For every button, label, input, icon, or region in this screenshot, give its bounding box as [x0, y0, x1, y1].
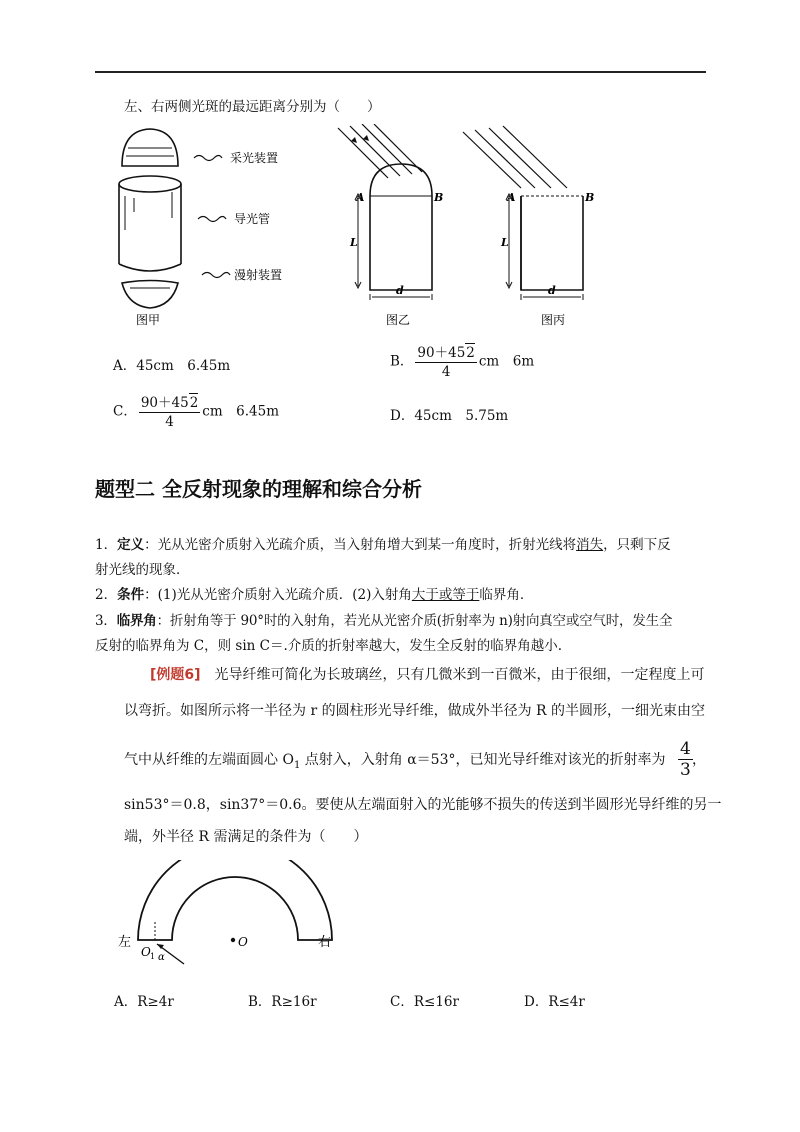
figure-fiber: [110, 860, 340, 970]
example-line-5: 端，外半径 R 需满足的条件为（ ）: [124, 829, 368, 845]
fiber-outline: [138, 860, 332, 940]
section-title: 题型二 全反射现象的理解和综合分析: [95, 477, 422, 501]
example-line-4: sin53°＝0.8，sin37°＝0.6。要使从左端面射入的光能够不损失的传送到半圆形光导纤维的另一: [124, 797, 722, 813]
example-option-b-letter: B．: [248, 994, 272, 1010]
label-A: A: [507, 191, 516, 204]
header-rule: [95, 71, 706, 73]
caption-bing: 图丙: [541, 313, 566, 327]
label-B: B: [434, 191, 444, 204]
option-d-letter: D．: [390, 408, 415, 424]
label-B: B: [585, 191, 595, 204]
label-caiguang: 采光装置: [230, 151, 279, 165]
center-dot: [231, 938, 235, 942]
figure-jia: [110, 128, 300, 328]
option-b-letter: B．: [390, 353, 414, 370]
point-1-num: 1．: [95, 537, 118, 553]
example-option-d-text: R≤4r: [548, 994, 585, 1010]
point-1-label: 定义: [117, 537, 145, 553]
example-comma: ，: [692, 752, 706, 768]
point-1-sep: ：: [144, 537, 158, 553]
example-tag: [例题6]: [150, 667, 201, 683]
example-sub-1: 1: [293, 759, 301, 771]
example-option-a[interactable]: [114, 990, 174, 1010]
leader-mid: [198, 217, 226, 222]
point-2-sep: ：: [144, 587, 158, 603]
option-b-sqrt: 2: [466, 345, 475, 361]
example-line-3: [124, 750, 665, 776]
example-option-b[interactable]: [248, 990, 317, 1010]
example-line-2: 以弯折。如图所示将一半径为 r 的圆柱形光导纤维，做成外半径为 R 的半圆形，一细光束由空: [124, 703, 706, 719]
option-b-num: 90＋45: [417, 345, 466, 361]
tube-top: [119, 176, 181, 192]
leader-bot: [202, 273, 230, 278]
figure-bing: [455, 124, 595, 330]
point-1-line2: 射光线的现象．: [95, 562, 190, 578]
option-c[interactable]: [113, 393, 279, 431]
label-d: d: [396, 284, 404, 297]
example-text-1: 光导纤维可简化为长玻璃丝，只有几微米到一百微米，由于很细，一定程度上可: [214, 667, 705, 683]
example-option-b-text: R≥16r: [271, 994, 317, 1010]
example-option-d-letter: D．: [524, 994, 549, 1010]
option-a-letter: A．: [113, 358, 137, 374]
question-stem: 左、右两侧光斑的最远距离分别为（ ）: [124, 99, 381, 115]
point-1-underlined: 消失: [576, 537, 604, 553]
example-fraction: [678, 739, 693, 780]
option-d[interactable]: [390, 404, 508, 424]
option-b[interactable]: [390, 343, 534, 381]
point-2-underlined: 大于或等于: [411, 587, 480, 603]
point-2-text-tail: 临界角．: [479, 587, 534, 603]
point-1-text-tail: ，只剩下反: [603, 537, 671, 553]
label-alpha: α: [158, 952, 165, 963]
option-d-text: 45cm 5.75m: [414, 408, 509, 424]
label-L: L: [350, 236, 358, 249]
fraction-denominator: 3: [680, 760, 691, 780]
point-2-num: 2．: [95, 587, 118, 603]
option-b-text: cm 6m: [478, 353, 535, 370]
option-a[interactable]: [113, 354, 230, 374]
caption-yi: 图乙: [386, 313, 411, 327]
example-option-a-letter: A．: [114, 994, 138, 1010]
point-2-text: (1)光从光密介质射入光疏介质．(2)入射角: [157, 587, 412, 603]
figure-yi: [330, 124, 450, 330]
dome-stripes: [126, 148, 174, 156]
label-right: 右: [318, 935, 332, 950]
label-O1-sub: 1: [150, 952, 156, 961]
incident-rays: [463, 126, 567, 188]
point-3-sep: ：: [156, 613, 170, 629]
option-b-fraction: [415, 343, 476, 381]
caption-jia: 图甲: [136, 313, 161, 327]
tube-shading: [125, 192, 172, 230]
label-A: A: [356, 191, 365, 204]
option-c-letter: C．: [113, 403, 137, 420]
tube-outline: [521, 196, 583, 290]
example-option-a-text: R≥4r: [137, 994, 174, 1010]
label-O: O: [238, 935, 248, 949]
label-L: L: [501, 236, 509, 249]
point-3-text: 折射角等于 90°时的入射角，若光从光密介质(折射率为 n)射向真空或空气时，发生全: [169, 613, 673, 629]
option-a-text: 45cm 6.45m: [136, 358, 231, 374]
point-3-label: 临界角: [116, 613, 157, 629]
example-line-1: [150, 665, 705, 685]
diffuser-shape: [122, 281, 178, 309]
option-c-text: cm 6.45m: [202, 403, 280, 420]
tube-bottom: [119, 264, 181, 271]
point-2: [95, 585, 533, 605]
point-1-text: 光从光密介质射入光疏介质，当入射角增大到某一角度时，折射光线将: [157, 537, 577, 553]
fraction-numerator: 4: [680, 739, 691, 759]
leader-top: [194, 156, 222, 161]
example-option-d[interactable]: [524, 990, 585, 1010]
point-3-line2: 反射的临界角为 C，则 sin C＝.介质的折射率越大，发生全反射的临界角越小.: [95, 638, 563, 654]
point-2-label: 条件: [117, 587, 145, 603]
label-mansh: 漫射装置: [234, 268, 283, 282]
point-1: [95, 535, 671, 555]
example-option-c-text: R≤16r: [413, 994, 459, 1010]
label-left: 左: [118, 935, 132, 950]
label-O1: O: [141, 945, 151, 959]
option-c-den: 4: [165, 414, 174, 430]
example-text-3b: 点射入，入射角 α＝53°，已知光导纤维对该光的折射率为: [300, 752, 666, 768]
point-3: [95, 611, 672, 631]
option-b-den: 4: [441, 364, 451, 380]
label-daoguang: 导光管: [234, 212, 271, 226]
label-d: d: [548, 284, 556, 297]
example-text-3a: 气中从纤维的左端面圆心 O: [124, 752, 294, 768]
example-option-c[interactable]: [390, 990, 459, 1010]
option-c-sqrt: 2: [189, 395, 199, 411]
option-c-fraction: [139, 393, 200, 431]
option-c-num: 90＋45: [140, 395, 189, 411]
example-option-c-letter: C．: [390, 994, 414, 1010]
tube-outline: [370, 196, 432, 290]
point-3-num: 3．: [95, 613, 117, 629]
